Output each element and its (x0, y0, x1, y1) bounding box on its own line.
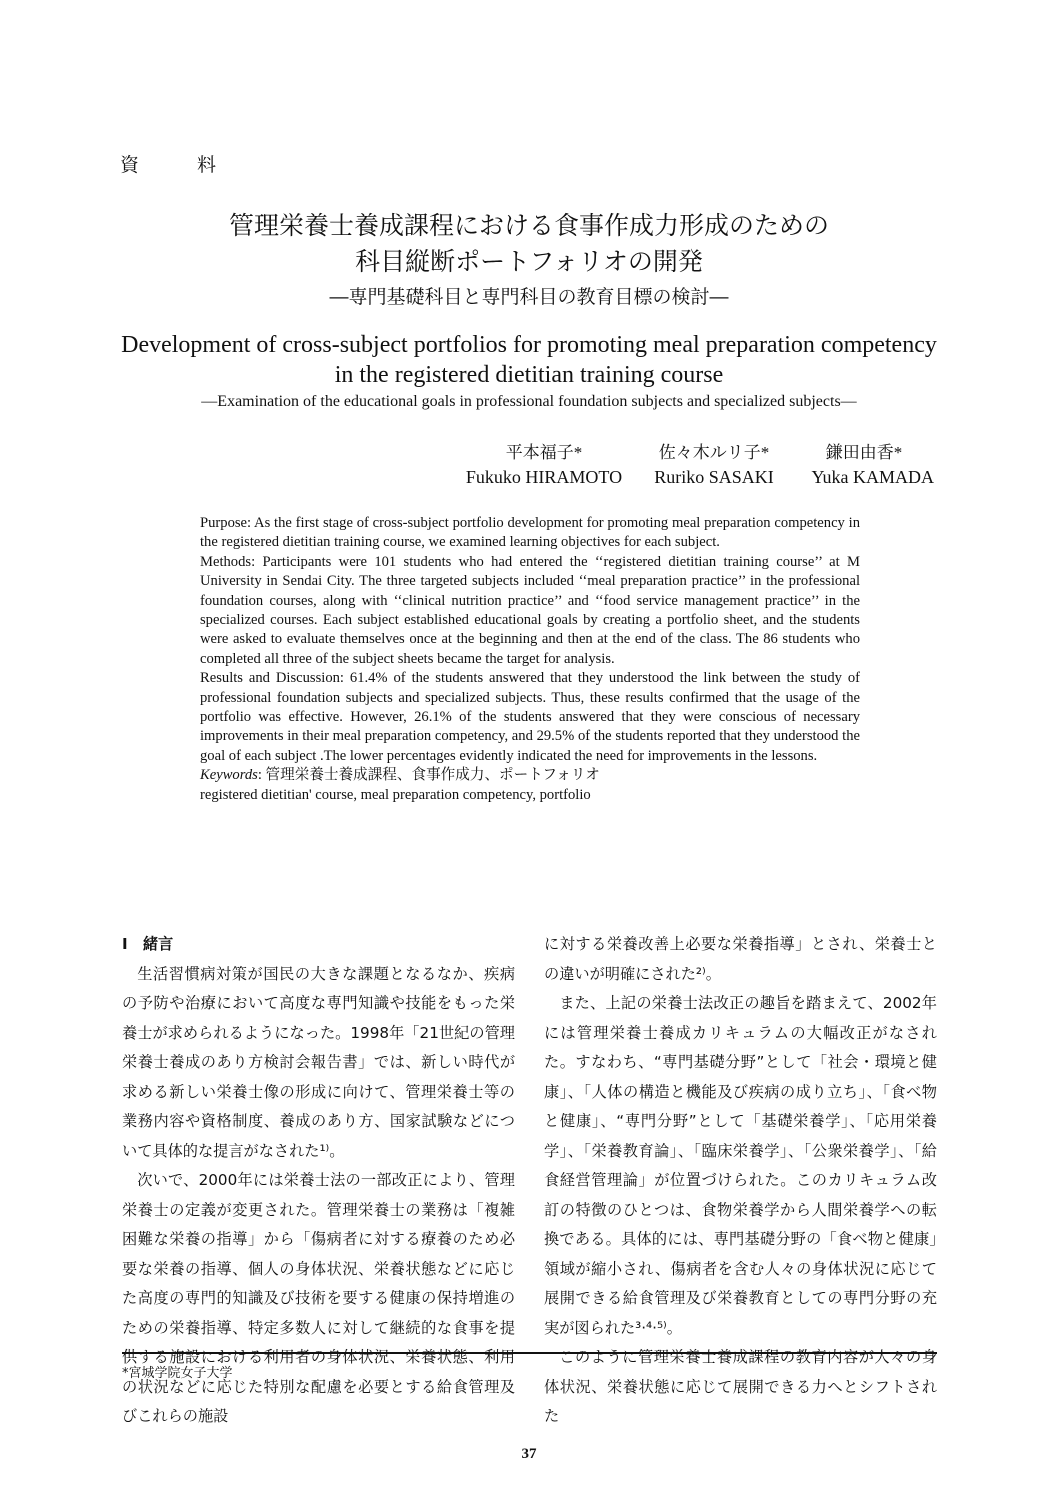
abstract-results: Results and Discussion: 61.4% of the students answered that they understood the link between the study of professional foundation subjects and specialized subjects. Thus, these results confirmed that the usage of the portfolio was effective. However, 26.1% of the students answered that they were conscious of necessary improvements in their meal preparation competency, and 29.5% of the students reported that they understood the goal of each subject .The lower percentages evidently indicated the need for improvements in the lessons. (200, 670, 860, 764)
english-title-line-1: Development of cross-subject portfolios for promoting meal preparation competency (121, 332, 937, 358)
japanese-title-line-2: 科目縦断ポートフォリオの開発 (355, 247, 703, 276)
abstract-purpose: Purpose: As the first stage of cross-subject portfolio development for promoting meal preparation competency in the registered dietitian training course, we examined learning objectives for each subject. (200, 515, 860, 551)
author-1-jp: 平本福子* (505, 443, 583, 462)
author-block (454, 438, 934, 493)
japanese-title (0, 208, 1058, 280)
keywords-japanese: : 管理栄養士養成課程、食事作成力、ポートフォリオ (257, 767, 600, 784)
english-title (0, 330, 1058, 390)
abstract (200, 514, 860, 805)
left-paragraph-1: 生活習慣病対策が国民の大きな課題となるなか、疾病の予防や治療において高度な専門知識や技能をもった栄養士が求められるようになった。1998年「21世紀の管理栄養士養成のあり方検討会報告書」では、新しい時代が求める新しい栄養士像の形成に向けて、管理栄養士等の業務内容や資格制度、養成のあり方、国家試験などについて具体的な提言がなされた¹⁾。 (122, 964, 515, 1160)
japanese-title-line-1: 管理栄養士養成課程における食事作成力形成のための (228, 211, 829, 240)
left-paragraph-2: 次いで、2000年には栄養士法の一部改正により、管理栄養士の定義が変更された。管理栄養士の業務は「複雑困難な栄養の指導」から「傷病者に対する療養のため必要な栄養の指導、個人の身体状況、栄養状態などに応じた高度の専門的知識及び技術を要する健康の保持増進のための栄養指導、特定多数人に対して継続的な食事を提供する施設における利用者の身体状況、栄養状態、利用の状況などに応じた特別な配慮を必要とする給食管理及びこれらの施設 (122, 1171, 515, 1425)
section-heading: Ⅰ 緒言 (122, 935, 174, 953)
author-2-jp: 佐々木ルリ子* (658, 443, 770, 462)
japanese-subtitle: ―専門基礎科目と専門科目の教育目標の検討― (329, 286, 729, 308)
abstract-keywords-jp (200, 766, 860, 785)
english-subtitle: ―Examination of the educational goals in professional foundation subjects and specialized subjects― (201, 393, 857, 410)
footnote-divider (122, 1352, 937, 1354)
author-1-en: Fukuko HIRAMOTO (465, 467, 623, 487)
page-number: 37 (521, 1446, 537, 1462)
abstract-methods: Methods: Participants were 101 students who had entered the ‘‘registered dietitian training course’’ at M University in Sendai City. The three targeted subjects included ‘‘meal preparation practice’’ in the professional foundation courses, along with ‘‘clinical nutrition practice’’ and ‘‘food service management practice’’ in the specialized courses. Each subject established educational goals by creating a portfolio sheet, and the students were asked to evaluate themselves once at the beginning and then at the end of the class. The 86 students who completed all three of the subject sheets became the target for analysis. (200, 553, 860, 667)
author-2-en: Ruriko SASAKI (654, 467, 774, 487)
right-paragraph-3: このように管理栄養士養成課程の教育内容が人々の身体状況、栄養状態に応じて展開できる力へとシフトされた (544, 1348, 937, 1425)
right-paragraph-2: また、上記の栄養士法改正の趣旨を踏まえて、2002年には管理栄養士養成カリキュラムの大幅改正がなされた。すなわち、“専門基礎分野”として「社会・環境と健康」、「人体の構造と機能及び疾病の成り立ち」、「食べ物と健康」、“専門分野”として「基礎栄養学」、「応用栄養学」、「栄養教育論」、「臨床栄養学」、「公衆栄養学」、「給食経営管理論」が位置づけられた。このカリキュラム改訂の特徴のひとつは、食物栄養学から人間栄養学への転換である。具体的には、専門基礎分野の「食べ物と健康」領域が縮小され、傷病者を含む人々の身体状況に応じて展開できる給食管理及び栄養教育としての専門分野の充実が図られた³·⁴·⁵⁾。 (544, 994, 937, 1337)
abstract-keywords-en: registered dietitian' course, meal preparation competency, portfolio (200, 786, 591, 803)
author-names-english (454, 467, 934, 493)
author-3-en: Yuka KAMADA (811, 467, 934, 487)
right-column (544, 930, 937, 1432)
author-names-japanese (454, 438, 934, 464)
english-title-line-2: in the registered dietitian training course (334, 362, 724, 388)
affiliation-footnote: *宮城学院女子大学 (122, 1366, 233, 1381)
left-column (122, 930, 515, 1432)
keywords-label: Keywords (200, 767, 258, 784)
section-label: 資 料 (120, 154, 243, 176)
author-3-jp: 鎌田由香* (825, 443, 903, 462)
right-paragraph-1: に対する栄養改善上必要な栄養指導」とされ、栄養士との違いが明確にされた²⁾。 (544, 935, 937, 983)
